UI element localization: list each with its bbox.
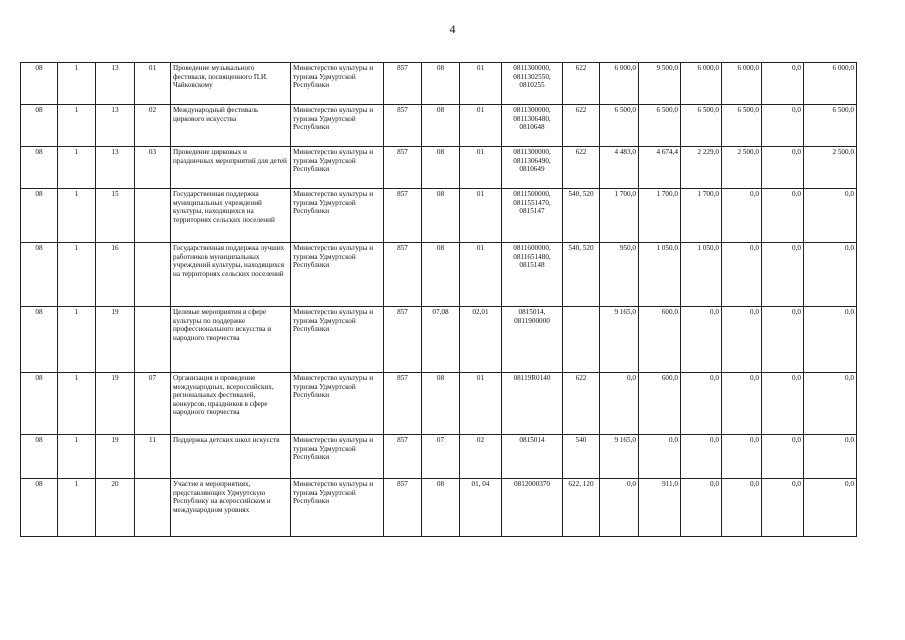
cell-c4 [135,243,171,307]
cell-v1: 950,0 [600,243,639,307]
cell-v6: 0,0 [804,373,857,435]
cell-c4: 02 [135,105,171,147]
cell-csr: 0811300000, 0811302550, 0810255 [502,63,563,105]
cell-v5: 0,0 [762,373,804,435]
cell-c2: 1 [58,307,96,373]
cell-v4: 0,0 [722,189,762,243]
cell-grbs: 857 [384,189,422,243]
cell-org: Министерство культуры и туризма Удмуртской Республики [291,105,384,147]
cell-v3: 0,0 [681,307,722,373]
cell-grbs: 857 [384,105,422,147]
cell-v1: 6 000,0 [600,63,639,105]
cell-v1: 6 500,0 [600,105,639,147]
cell-v4: 0,0 [722,307,762,373]
cell-c3: 13 [96,63,135,105]
cell-c1: 08 [21,189,58,243]
cell-c4: 01 [135,63,171,105]
table-row [21,373,857,435]
cell-c1: 08 [21,435,58,479]
cell-c1: 08 [21,147,58,189]
cell-org: Министерство культуры и туризма Удмуртской Республики [291,435,384,479]
cell-v4: 2 500,0 [722,147,762,189]
cell-org: Министерство культуры и туризма Удмуртской Республики [291,479,384,537]
cell-c3: 19 [96,373,135,435]
budget-table [20,62,857,537]
cell-v4: 0,0 [722,479,762,537]
cell-v4: 0,0 [722,435,762,479]
cell-v6: 2 500,0 [804,147,857,189]
cell-c2: 1 [58,479,96,537]
cell-c1: 08 [21,373,58,435]
cell-v2: 600,0 [639,307,681,373]
cell-pr: 01, 04 [460,479,502,537]
cell-v1: 4 483,0 [600,147,639,189]
cell-grbs: 857 [384,147,422,189]
cell-v5: 0,0 [762,479,804,537]
cell-v2: 1 700,0 [639,189,681,243]
cell-rz: 08 [422,373,460,435]
cell-pr: 02 [460,435,502,479]
cell-v2: 1 050,0 [639,243,681,307]
cell-c4 [135,307,171,373]
cell-pr: 01 [460,243,502,307]
cell-vr: 540 [563,435,600,479]
cell-v5: 0,0 [762,105,804,147]
table-row [21,307,857,373]
cell-c1: 08 [21,63,58,105]
cell-rz: 08 [422,189,460,243]
cell-org: Министерство культуры и туризма Удмуртской Республики [291,63,384,105]
cell-c2: 1 [58,373,96,435]
cell-vr: 622 [563,63,600,105]
cell-rz: 07,08 [422,307,460,373]
table-row [21,435,857,479]
cell-vr: 622 [563,105,600,147]
cell-c2: 1 [58,63,96,105]
cell-rz: 08 [422,243,460,307]
cell-c3: 16 [96,243,135,307]
cell-c2: 1 [58,189,96,243]
cell-c3: 19 [96,307,135,373]
cell-c3: 13 [96,147,135,189]
cell-csr: 0815014 [502,435,563,479]
cell-name: Целевые мероприятия в сфере культуры по поддержке профессионального искусства и народного творчества [171,307,291,373]
cell-name: Проведение музыкального фестиваля, посвященного П.И. Чайковскому [171,63,291,105]
cell-grbs: 857 [384,63,422,105]
cell-c2: 1 [58,243,96,307]
cell-v4: 0,0 [722,243,762,307]
cell-grbs: 857 [384,243,422,307]
cell-v2: 4 674,4 [639,147,681,189]
cell-csr: 0811300000, 0811306490, 0810649 [502,147,563,189]
cell-rz: 08 [422,105,460,147]
cell-rz: 08 [422,479,460,537]
cell-csr: 0811600000, 0811651480, 0815148 [502,243,563,307]
page-number: 4 [449,22,456,36]
cell-pr: 02,01 [460,307,502,373]
cell-name: Проведение цирковых и праздничных мероприятий для детей [171,147,291,189]
cell-pr: 01 [460,373,502,435]
cell-csr: 0815014, 0811900000 [502,307,563,373]
table-row [21,243,857,307]
cell-v5: 0,0 [762,189,804,243]
cell-rz: 08 [422,147,460,189]
cell-csr: 0812000370 [502,479,563,537]
cell-c4: 11 [135,435,171,479]
cell-org: Министерство культуры и туризма Удмуртской Республики [291,189,384,243]
table-row [21,147,857,189]
cell-v5: 0,0 [762,63,804,105]
cell-v6: 0,0 [804,435,857,479]
cell-csr: 0811300000, 0811306480, 0810648 [502,105,563,147]
cell-vr [563,307,600,373]
cell-v3: 0,0 [681,373,722,435]
cell-c4: 03 [135,147,171,189]
cell-csr: 0811500000, 0811551470, 0815147 [502,189,563,243]
cell-v3: 0,0 [681,435,722,479]
cell-pr: 01 [460,147,502,189]
cell-vr: 540, 520 [563,243,600,307]
cell-rz: 08 [422,63,460,105]
cell-v4: 6 500,0 [722,105,762,147]
cell-vr: 540, 520 [563,189,600,243]
cell-grbs: 857 [384,479,422,537]
cell-rz: 07 [422,435,460,479]
cell-c1: 08 [21,105,58,147]
cell-grbs: 857 [384,307,422,373]
cell-pr: 01 [460,189,502,243]
cell-v6: 6 000,0 [804,63,857,105]
cell-c4: 07 [135,373,171,435]
cell-v6: 6 500,0 [804,105,857,147]
cell-v3: 2 229,0 [681,147,722,189]
cell-c3: 13 [96,105,135,147]
cell-v5: 0,0 [762,243,804,307]
cell-name: Участие в мероприятиях, представляющих Удмуртскую Республику на всероссийском и международном уровнях [171,479,291,537]
cell-csr: 08119R0140 [502,373,563,435]
cell-c4 [135,189,171,243]
cell-name: Поддержка детских школ искусств [171,435,291,479]
table-row [21,189,857,243]
table-row [21,105,857,147]
cell-vr: 622 [563,147,600,189]
cell-c1: 08 [21,243,58,307]
cell-pr: 01 [460,105,502,147]
cell-name: Организация и проведение международных, всероссийских, региональных фестивалей, конкурсов, праздников в сфере народного творчества [171,373,291,435]
cell-c1: 08 [21,307,58,373]
cell-v1: 1 700,0 [600,189,639,243]
cell-name: Государственная поддержка лучших работников муниципальных учреждений культуры, находящихся на территориях сельских поселений [171,243,291,307]
cell-v2: 600,0 [639,373,681,435]
cell-c4 [135,479,171,537]
cell-grbs: 857 [384,373,422,435]
cell-vr: 622 [563,373,600,435]
table-row [21,479,857,537]
cell-pr: 01 [460,63,502,105]
cell-v2: 6 500,0 [639,105,681,147]
cell-v2: 0,0 [639,435,681,479]
cell-grbs: 857 [384,435,422,479]
cell-c3: 20 [96,479,135,537]
cell-v4: 0,0 [722,373,762,435]
cell-org: Министерство культуры и туризма Удмуртской Республики [291,373,384,435]
cell-v6: 0,0 [804,189,857,243]
cell-v5: 0,0 [762,435,804,479]
cell-v3: 1 050,0 [681,243,722,307]
cell-v6: 0,0 [804,479,857,537]
cell-v4: 6 000,0 [722,63,762,105]
cell-v1: 0,0 [600,373,639,435]
cell-v3: 0,0 [681,479,722,537]
table-row [21,63,857,105]
cell-org: Министерство культуры и туризма Удмуртской Республики [291,243,384,307]
cell-c2: 1 [58,105,96,147]
cell-name: Международный фестиваль циркового искусства [171,105,291,147]
cell-v5: 0,0 [762,147,804,189]
cell-v5: 0,0 [762,307,804,373]
cell-c2: 1 [58,147,96,189]
cell-c2: 1 [58,435,96,479]
cell-v3: 6 500,0 [681,105,722,147]
table-body [21,63,857,537]
cell-org: Министерство культуры и туризма Удмуртской Республики [291,307,384,373]
cell-c1: 08 [21,479,58,537]
cell-c3: 15 [96,189,135,243]
cell-v6: 0,0 [804,307,857,373]
cell-v1: 0,0 [600,479,639,537]
cell-v3: 6 000,0 [681,63,722,105]
cell-v2: 9 500,0 [639,63,681,105]
cell-v6: 0,0 [804,243,857,307]
cell-org: Министерство культуры и туризма Удмуртской Республики [291,147,384,189]
cell-v1: 9 165,0 [600,307,639,373]
cell-vr: 622, 120 [563,479,600,537]
cell-v3: 1 700,0 [681,189,722,243]
cell-name: Государственная поддержка муниципальных учреждений культуры, находящихся на территориях сельских поселений [171,189,291,243]
cell-v2: 911,0 [639,479,681,537]
cell-v1: 9 165,0 [600,435,639,479]
cell-c3: 19 [96,435,135,479]
